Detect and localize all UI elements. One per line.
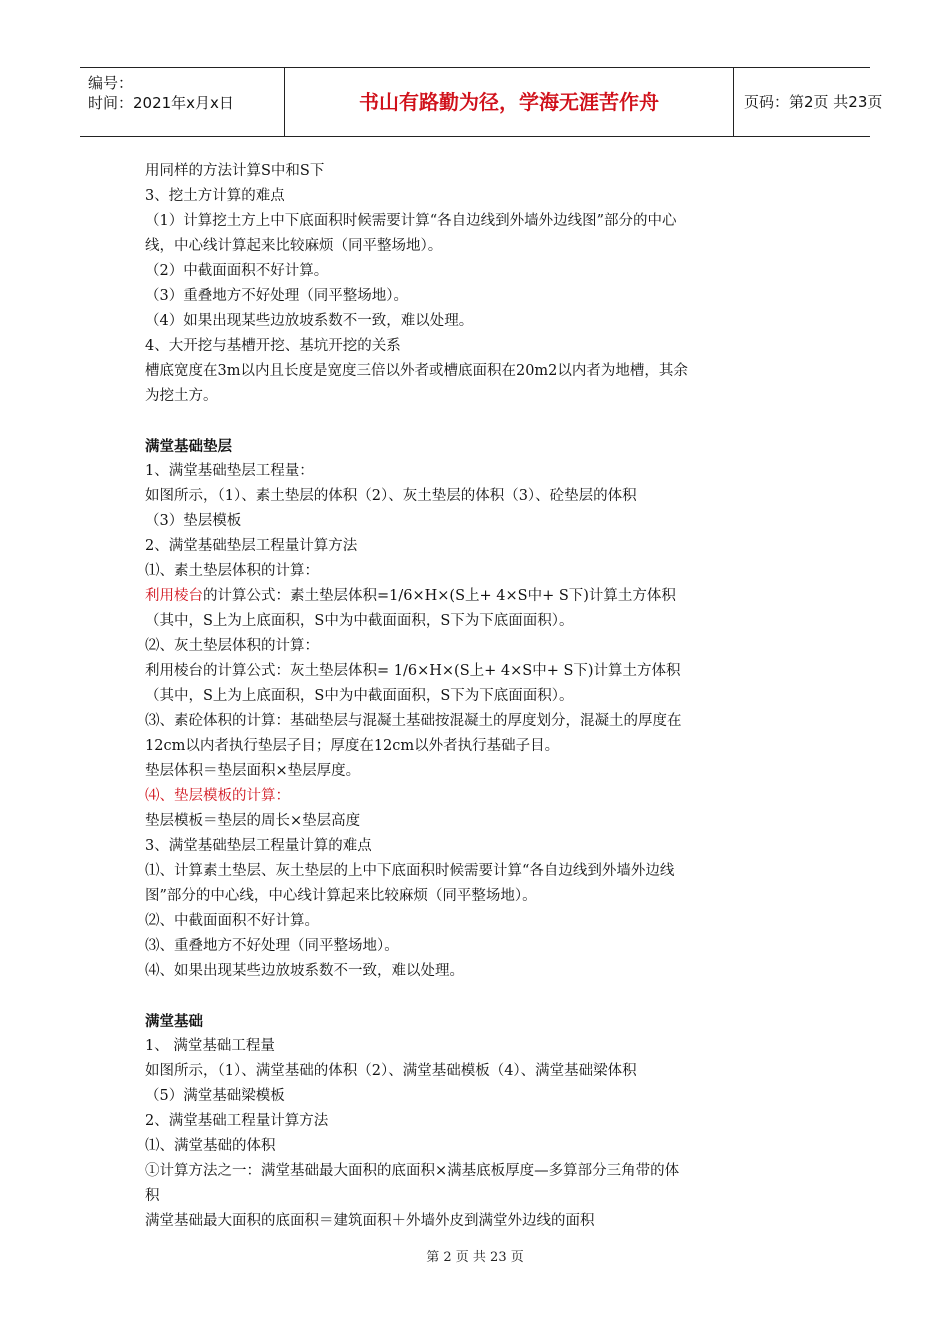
paragraph-line: ⑶、重叠地方不好处理（同平整场地）。 [145,938,399,954]
paragraph-line: 1、 满堂基础工程量 [145,1038,275,1054]
paragraph-line: （4）如果出现某些边放坡系数不一致，难以处理。 [145,313,474,329]
header-left-cell [80,68,284,136]
paragraph-line: ⑵、中截面面积不好计算。 [145,913,319,929]
paragraph-line: 满堂基础最大面积的底面积＝建筑面积＋外墙外皮到满堂外边线的面积 [145,1213,595,1229]
paragraph-line: ⑷、如果出现某些边放坡系数不一致，难以处理。 [145,963,464,979]
paragraph-line: 线，中心线计算起来比较麻烦（同平整场地）。 [145,238,443,254]
paragraph-line: （其中，S上为上底面积，S中为中截面面积，S下为下底面面积）。 [145,613,574,629]
highlight-line: ⑷、垫层模板的计算： [145,788,290,804]
header-page-info: 页码：第2页 共23页 [744,93,883,111]
page-footer: 第 2 页 共 23 页 [426,1250,524,1265]
paragraph-line: ⑵、灰土垫层体积的计算： [145,638,319,654]
paragraph-line: 1、满堂基础垫层工程量： [145,463,314,479]
paragraph-line: ⑴、满堂基础的体积 [145,1138,276,1154]
section-heading-mat-foundation-cushion: 满堂基础垫层 [145,438,232,455]
paragraph-line: 槽底宽度在3m以内且长度是宽度三倍以外者或槽底面积在20m2以内者为地槽，其余 [145,363,688,379]
serial-label: 编号： [88,74,134,92]
paragraph-line: ⑴、素土垫层体积的计算： [145,563,319,579]
paragraph-line: 垫层体积＝垫层面积×垫层厚度。 [145,763,361,779]
paragraph-line: ⑶、素砼体积的计算：基础垫层与混凝土基础按混凝土的厚度划分，混凝土的厚度在 [145,713,682,729]
paragraph-line: （1）计算挖土方上中下底面积时候需要计算“各自边线到外墙外边线图”部分的中心 [145,213,677,229]
paragraph-line: 4、大开挖与基槽开挖、基坑开挖的关系 [145,338,401,354]
paragraph-line: 3、挖土方计算的难点 [145,188,285,204]
paragraph-line [145,584,810,609]
date-label: 时间：2021年x月x日 [88,94,234,112]
section-heading-mat-foundation: 满堂基础 [145,1013,203,1030]
paragraph-line: ⑴、计算素土垫层、灰土垫层的上中下底面积时候需要计算“各自边线到外墙外边线 [145,863,675,879]
paragraph-line: （5）满堂基础梁模板 [145,1088,285,1104]
paragraph-line: ①计算方法之一：满堂基础最大面积的底面积×满基底板厚度—多算部分三角带的体 [145,1163,680,1179]
paragraph-line: 3、满堂基础垫层工程量计算的难点 [145,838,372,854]
paragraph-line: （其中，S上为上底面积，S中为中截面面积，S下为下底面面积）。 [145,688,574,704]
page-header [80,67,883,137]
highlight-text: 利用棱台 [145,588,203,604]
paragraph-text: 的计算公式：素土垫层体积=1/6×H×(S上+ 4×S中+ S下)计算土方体积 [203,588,676,604]
paragraph-line: 图”部分的中心线，中心线计算起来比较麻烦（同平整场地）。 [145,888,537,904]
document-body [145,159,810,1234]
paragraph-line: （3）重叠地方不好处理（同平整场地）。 [145,288,408,304]
paragraph-line: （3）垫层模板 [145,513,242,529]
paragraph-line: 为挖土方。 [145,388,218,404]
spacer [145,409,810,434]
paragraph-line: 用同样的方法计算S中和S下 [145,163,325,179]
paragraph-line: 如图所示，（1）、满堂基础的体积（2）、满堂基础模板（4）、满堂基础梁体积 [145,1063,637,1079]
header-motto: 书山有路勤为径，学海无涯苦作舟 [284,68,734,136]
paragraph-line: 12cm以内者执行垫层子目；厚度在12cm以外者执行基础子目。 [145,738,560,754]
spacer [145,984,810,1009]
paragraph-line: 积 [145,1188,160,1204]
paragraph-line: 2、满堂基础垫层工程量计算方法 [145,538,358,554]
paragraph-line: 2、满堂基础工程量计算方法 [145,1113,329,1129]
paragraph-line: 如图所示，（1）、素土垫层的体积（2）、灰土垫层的体积（3）、砼垫层的体积 [145,488,637,504]
paragraph-line: 垫层模板＝垫层的周长×垫层高度 [145,813,361,829]
paragraph-line: （2）中截面面积不好计算。 [145,263,329,279]
paragraph-line: 利用棱台的计算公式：灰土垫层体积= 1/6×H×(S上+ 4×S中+ S下)计算土方体积 [145,663,681,679]
